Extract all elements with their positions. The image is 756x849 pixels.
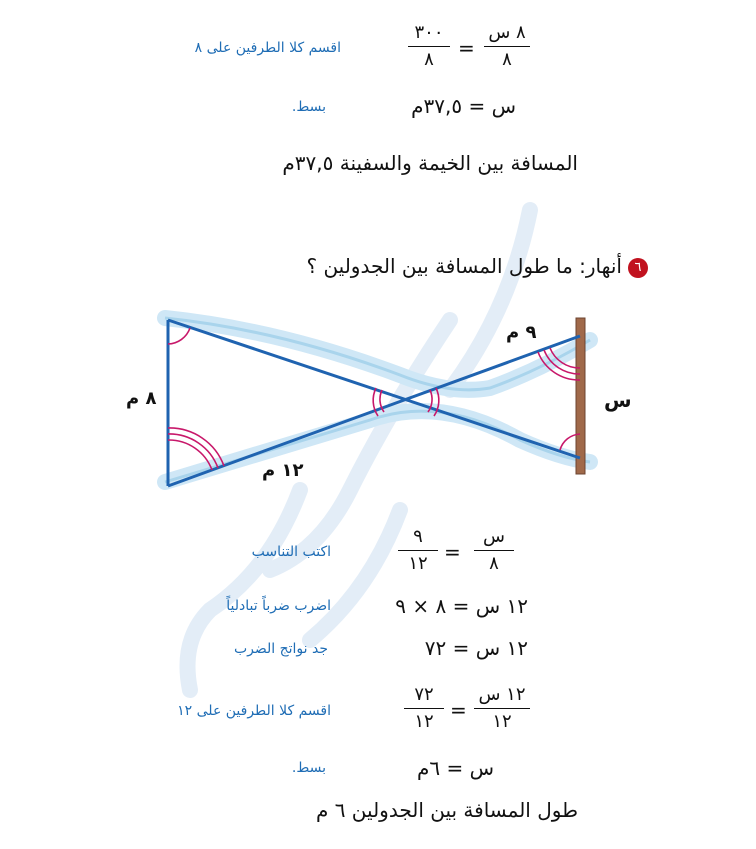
fraction-12x-over-12: ١٢ س ١٢ <box>474 684 530 733</box>
fraction-x-over-8: س ٨ <box>474 526 514 575</box>
post-right <box>576 318 585 474</box>
problem-statement <box>306 254 648 278</box>
label-left-side: ٨ م <box>126 388 157 409</box>
equation-cross-multiply: ١٢ س = ٨ × ٩ <box>395 594 528 618</box>
note-divide-by-12: اقسم كلا الطرفين على ١٢ <box>177 703 331 719</box>
note-divide-by-8: اقسم كلا الطرفين على ٨ <box>194 40 341 56</box>
note-simplify: بسط. <box>291 99 326 115</box>
label-top-right: ٩ م <box>506 322 537 343</box>
problem-number-badge: ٦ <box>628 258 648 278</box>
note-write-proportion: اكتب التناسب <box>251 544 331 560</box>
label-right-unknown: س <box>604 388 632 412</box>
equation-result: س = ٣٧,٥م <box>411 94 516 118</box>
equals-sign: = <box>450 698 467 722</box>
note-simplify: بسط. <box>291 760 326 776</box>
problem-text: أنهار: ما طول المسافة بين الجدولين ؟ <box>306 254 622 278</box>
rivers-diagram <box>120 300 620 500</box>
equals-sign: = <box>458 36 475 60</box>
fraction-72-over-12: ٧٢ ١٢ <box>404 684 444 733</box>
note-find-products: جد نواتج الضرب <box>233 641 328 657</box>
note-cross-multiply: اضرب ضرباً تبادلياً <box>226 598 331 614</box>
label-bottom: ١٢ م <box>262 460 304 481</box>
equation-solution: س = ٦م <box>416 756 494 780</box>
final-answer: طول المسافة بين الجدولين ٦ م <box>315 798 578 822</box>
equals-sign: = <box>444 540 461 564</box>
equation-products: ١٢ س = ٧٢ <box>424 636 528 660</box>
river-band-lower <box>165 411 590 482</box>
fraction-8x-over-8: ٨ س ٨ <box>484 22 530 71</box>
fraction-9-over-12: ٩ ١٢ <box>398 526 438 575</box>
angle-arc-top-left <box>168 328 190 344</box>
conclusion-tent-ship: المسافة بين الخيمة والسفينة ٣٧,٥م <box>282 151 578 175</box>
fraction-300-over-8: ٣٠٠ ٨ <box>408 22 450 71</box>
